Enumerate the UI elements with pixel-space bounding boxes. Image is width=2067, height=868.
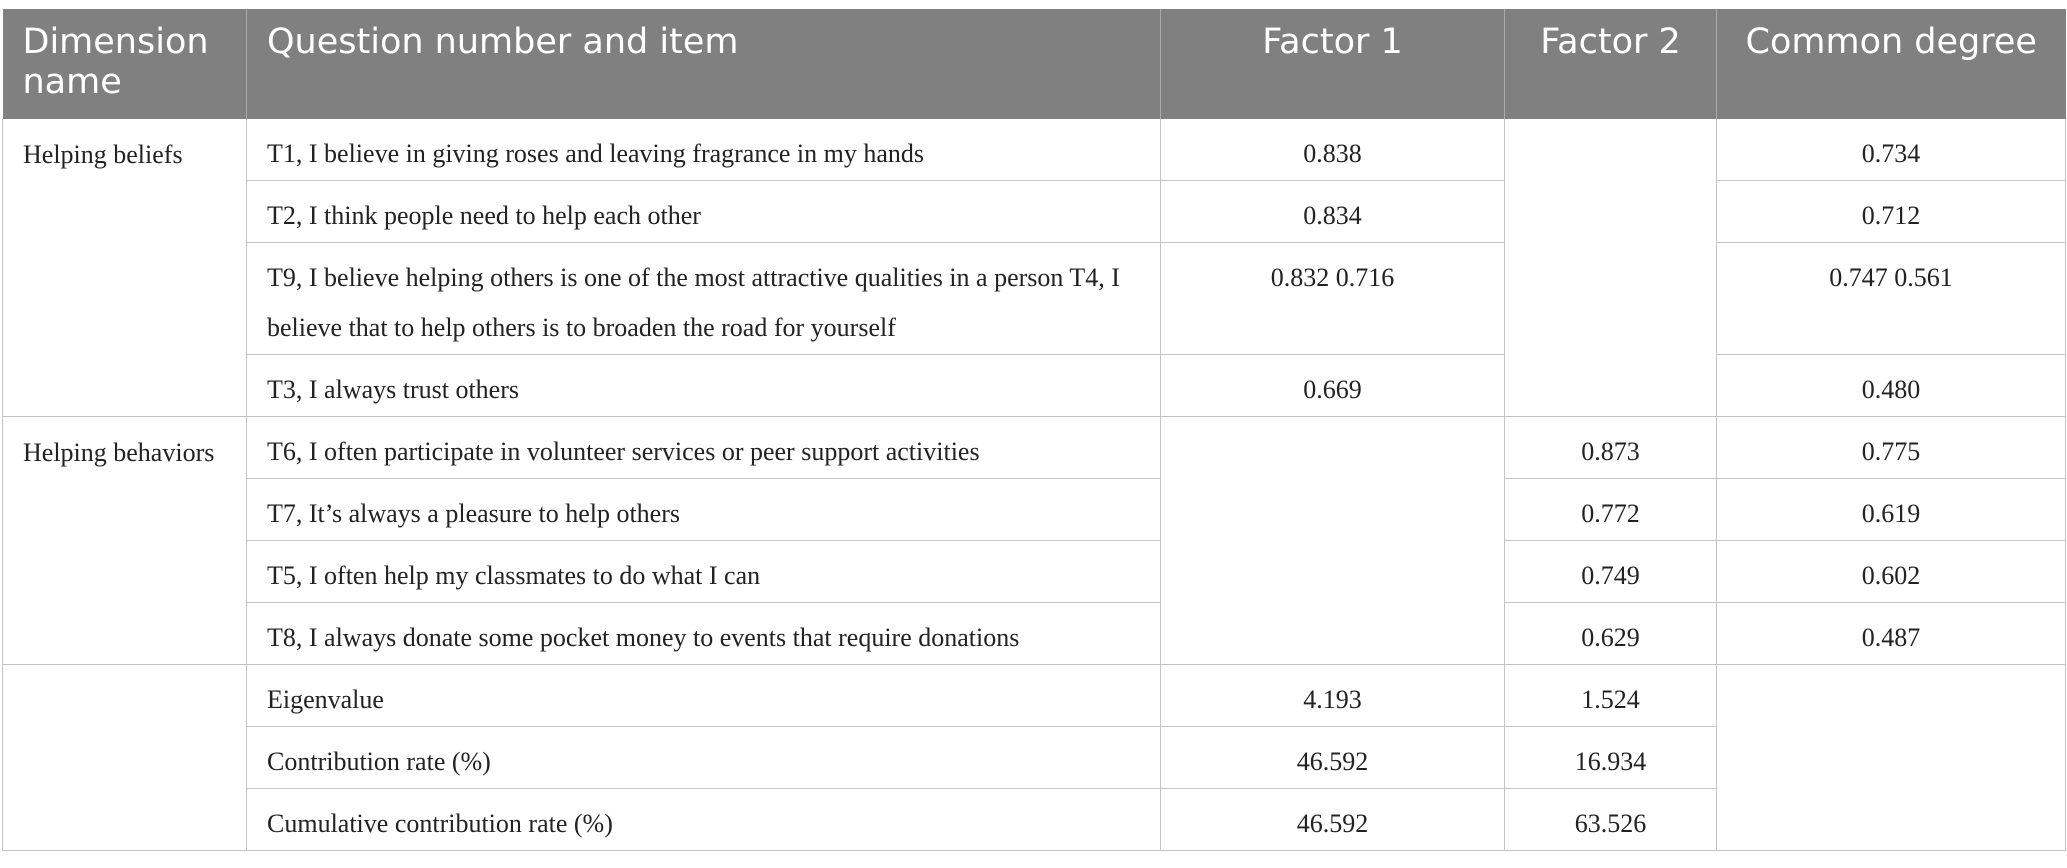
question-item: T8, I always donate some pocket money to events that require donations (247, 603, 1161, 665)
factor1-value: 0.838 (1161, 119, 1505, 181)
header-row (3, 9, 2066, 119)
header-common-degree: Common degree (1717, 9, 2066, 119)
factor1-value: 0.669 (1161, 355, 1505, 417)
factor-analysis-table (2, 9, 2066, 851)
common-degree-value: 0.712 (1717, 181, 2066, 243)
summary-label: Cumulative contribution rate (%) (247, 789, 1161, 851)
group-helping-beliefs: Helping beliefs (3, 119, 247, 417)
summary-factor2-value: 1.524 (1505, 665, 1717, 727)
group-helping-behaviors: Helping behaviors (3, 417, 247, 665)
summary-factor1-value: 4.193 (1161, 665, 1505, 727)
table-row (3, 417, 2066, 479)
question-item: T2, I think people need to help each other (247, 181, 1161, 243)
factor1-value: 0.832 0.716 (1161, 243, 1505, 355)
common-degree-value: 0.619 (1717, 479, 2066, 541)
table-row (3, 355, 2066, 417)
factor2-value: 0.749 (1505, 541, 1717, 603)
question-item: T9, I believe helping others is one of the most attractive qualities in a person T4, I believe that to help others is to broaden the road for yourself (247, 243, 1161, 355)
question-item: T6, I often participate in volunteer services or peer support activities (247, 417, 1161, 479)
summary-empty-dimension-cell (3, 665, 247, 851)
common-degree-value: 0.602 (1717, 541, 2066, 603)
summary-empty-common-cell (1717, 665, 2066, 851)
summary-factor1-value: 46.592 (1161, 727, 1505, 789)
common-degree-value: 0.734 (1717, 119, 2066, 181)
common-degree-value: 0.487 (1717, 603, 2066, 665)
common-degree-value: 0.480 (1717, 355, 2066, 417)
table-row (3, 541, 2066, 603)
factor1-value: 0.834 (1161, 181, 1505, 243)
header-factor-1: Factor 1 (1161, 9, 1505, 119)
factor2-value: 0.772 (1505, 479, 1717, 541)
question-item: T1, I believe in giving roses and leaving fragrance in my hands (247, 119, 1161, 181)
table-row (3, 603, 2066, 665)
table-row (3, 243, 2066, 355)
table-row (3, 119, 2066, 181)
common-degree-value: 0.747 0.561 (1717, 243, 2066, 355)
question-item: T7, It’s always a pleasure to help others (247, 479, 1161, 541)
summary-factor1-value: 46.592 (1161, 789, 1505, 851)
factor1-empty-cell (1161, 417, 1505, 665)
table-row (3, 479, 2066, 541)
summary-factor2-value: 16.934 (1505, 727, 1717, 789)
question-item: T3, I always trust others (247, 355, 1161, 417)
factor2-value: 0.873 (1505, 417, 1717, 479)
summary-label: Eigenvalue (247, 665, 1161, 727)
header-factor-2: Factor 2 (1505, 9, 1717, 119)
table-row (3, 181, 2066, 243)
summary-factor2-value: 63.526 (1505, 789, 1717, 851)
summary-label: Contribution rate (%) (247, 727, 1161, 789)
question-item: T5, I often help my classmates to do what I can (247, 541, 1161, 603)
factor2-empty-cell (1505, 119, 1717, 417)
factor2-value: 0.629 (1505, 603, 1717, 665)
common-degree-value: 0.775 (1717, 417, 2066, 479)
summary-row (3, 665, 2066, 727)
header-dimension-name: Dimension name (3, 9, 247, 119)
header-question-item: Question number and item (247, 9, 1161, 119)
